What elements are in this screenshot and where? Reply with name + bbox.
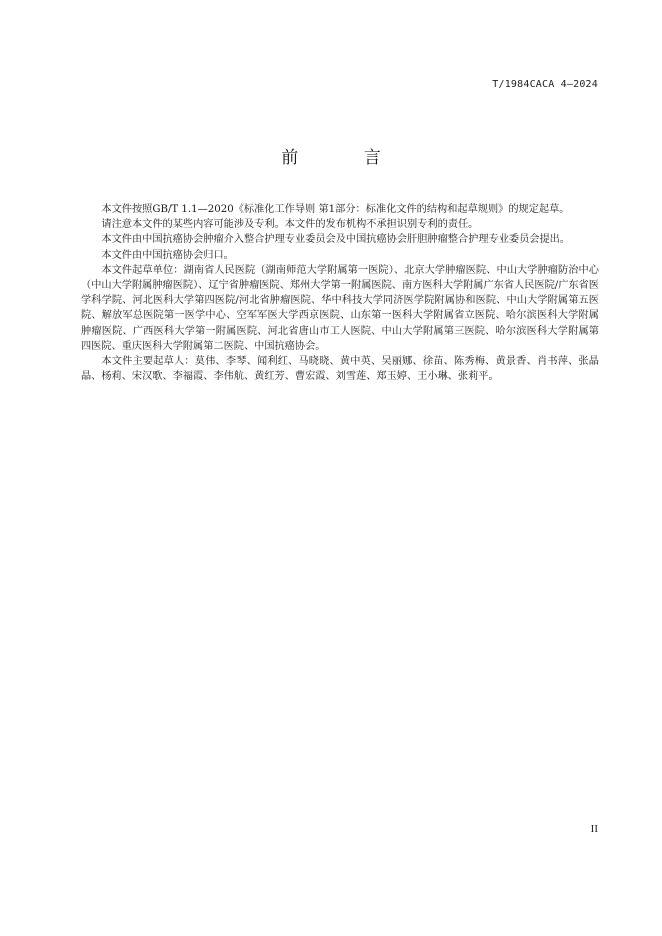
foreword-body [81,202,599,384]
paragraph-standard-basis: 本文件按照GB/T 1.1—2020《标准化工作导则 第1部分：标准化文件的结构和起草规则》的规定起草。 [101,204,570,215]
page-title: 前 言 [281,148,411,168]
paragraph-drafting-units: 本文件起草单位：湖南省人民医院（湖南师范大学附属第一医院）、北京大学肿瘤医院、中山大学肿瘤防治中心（中山大学附属肿瘤医院）、辽宁省肿瘤医院、郑州大学第一附属医院、南方医科大学附属广东省人民医院/广东省医学科学院、河北医科大学第四医院/河北省肿瘤医院、华中科技大学同济医学院附属协和医院、中山大学附属第五医院、解放军总医院第一医学中心、空军军医大学西京医院、山东第一医科大学附属省立医院、哈尔滨医科大学附属肿瘤医院、广西医科大学第一附属医院、河北省唐山市工人医院、中山大学附属第三医院、哈尔滨医科大学附属第四医院、重庆医科大学附属第二医院、中国抗癌协会。 [81,264,599,352]
paragraph-centralized-by: 本文件由中国抗癌协会归口。 [101,249,234,261]
paragraph-proposer: 本文件由中国抗癌协会肿瘤介入整合护理专业委员会及中国抗癌协会肝胆肿瘤整合护理专业委员会提出。 [101,234,571,246]
paragraph-patent-notice: 请注意本文件的某些内容可能涉及专利。本文件的发布机构不承担识别专利的责任。 [101,219,479,231]
page-number: II [590,823,598,835]
document-code: T/1984CACA 4—2024 [492,79,598,90]
paragraph-main-drafters: 本文件主要起草人：莫伟、李琴、闻利红、马晓晓、黄中英、吴丽娜、徐苗、陈秀梅、黄景香、肖书萍、张晶晶、杨莉、宋汉歌、李福霞、李伟航、黄红芳、曹宏霞、刘雪莲、郑玉婷、王小琳、张莉平。 [81,356,599,383]
